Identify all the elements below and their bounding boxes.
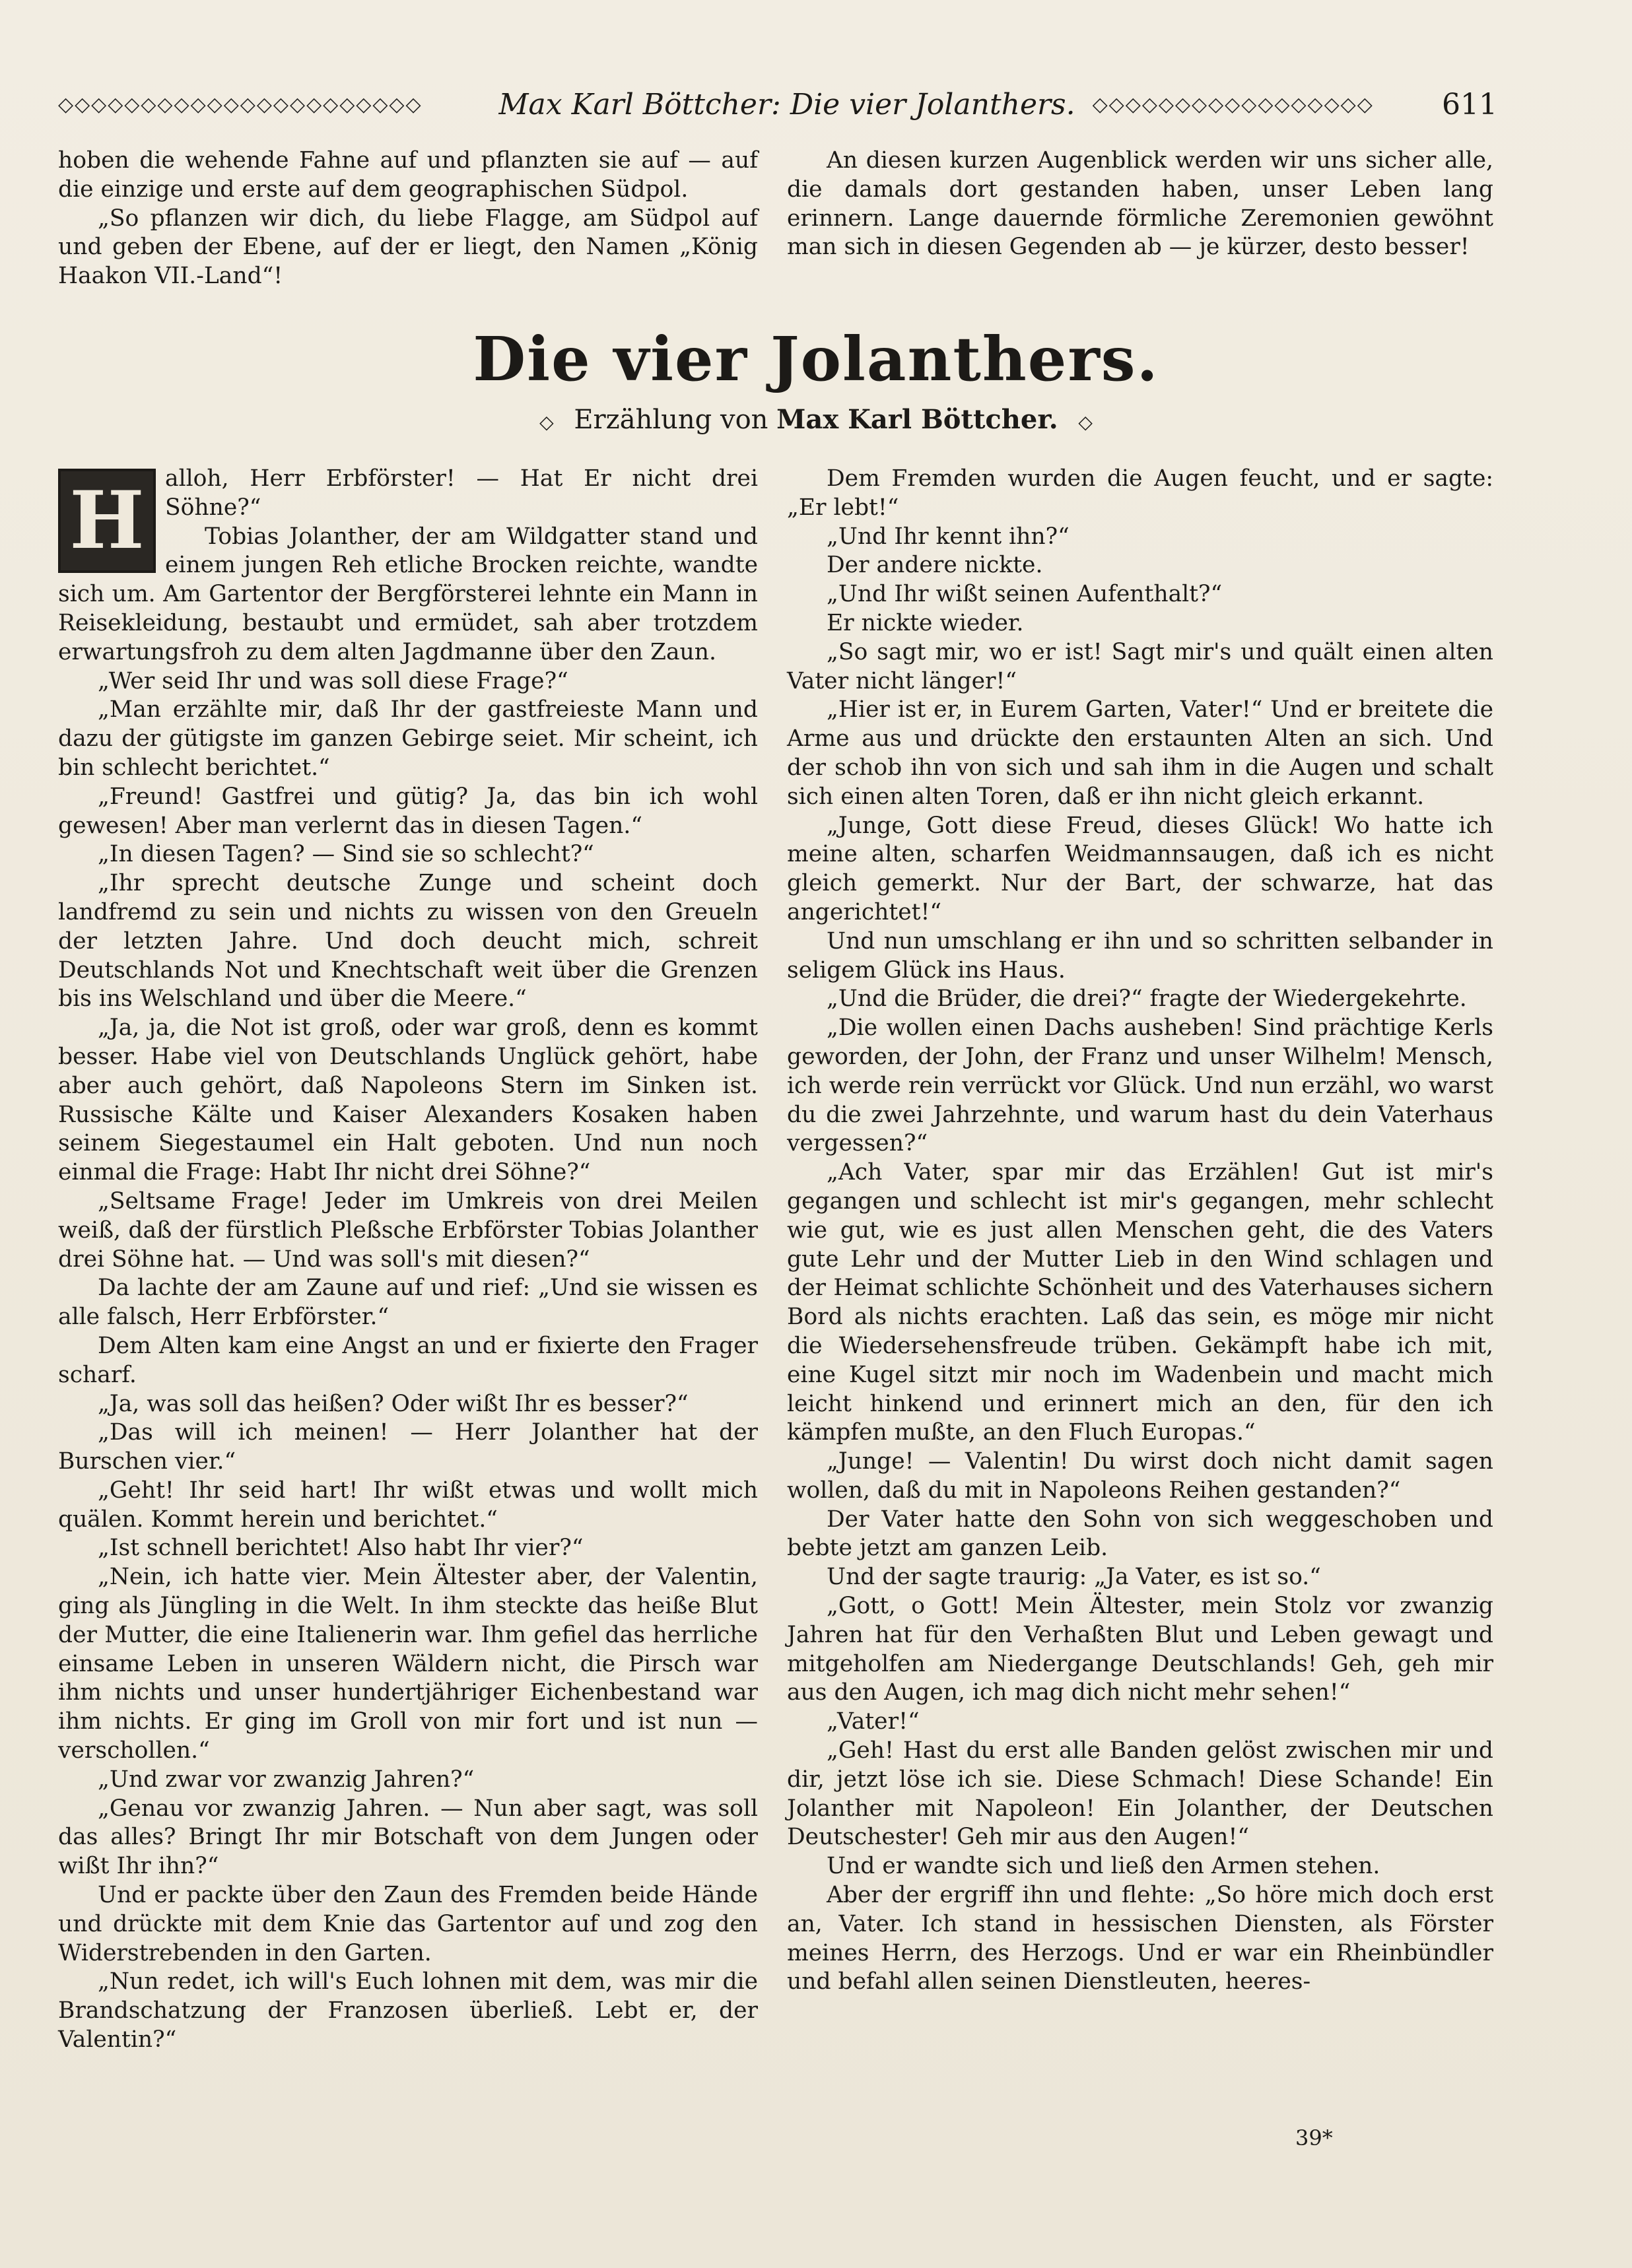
paragraph: „Nun redet, ich will's Euch lohnen mit dem, was mir die Brandschatzung der Franzosen überließ. Lebt er, der Valentin?“: [58, 1968, 758, 2053]
signature-mark: 39*: [1295, 2125, 1333, 2151]
page-number: 611: [1442, 87, 1497, 121]
paragraph: Und er packte über den Zaun des Fremden beide Hände und drückte mit dem Knie das Gartentor auf und zog den Widerstrebenden in den Garten.: [58, 1882, 758, 1966]
story-right-column: [787, 465, 1493, 1997]
paragraph: „Ihr sprecht deutsche Zunge und scheint doch landfremd zu sein und nichts zu wissen von den Greueln der letzten Jahre. Und doch deucht mich, schreit Deutschlands Not und Knechtschaft weit über die Grenzen bis ins Welschland und über die Meere.“: [58, 870, 758, 1013]
paragraph: Und der sagte traurig: „Ja Vater, es ist so.“: [827, 1564, 1321, 1591]
paragraph: „Geh! Hast du erst alle Banden gelöst zwischen mir und dir, jetzt löse ich sie. Diese Schmach! Diese Schande! Ein Jolanther mit Napoleon! Ein Jolanther, der Deutschen Deutschester! Geh mir aus den Augen!“: [787, 1737, 1493, 1851]
paragraph: Und er wandte sich und ließ den Armen stehen.: [827, 1853, 1380, 1880]
paragraph: Da lachte der am Zaune auf und rief: „Und sie wissen es alle falsch, Herr Erbförster.“: [58, 1275, 758, 1331]
paragraph: „Vater!“: [827, 1708, 920, 1735]
paragraph: „Und Ihr kennt ihn?“: [827, 523, 1070, 550]
paragraph: „Wer seid Ihr und was soll diese Frage?“: [98, 667, 568, 694]
opening-paragraph: [58, 465, 758, 567]
paragraph: „Die wollen einen Dachs ausheben! Sind prächtige Kerls geworden, der John, der Franz und unser Wilhelm! Mensch, ich werde rein verrückt vor Glück. Und nun erzähl, wo warst du die zwei Jahrzehnte, und warum hast du dein Vaterhaus vergessen?“: [787, 1015, 1493, 1157]
paragraph: Und nun umschlang er ihn und so schritten selbander in seligem Glück ins Haus.: [787, 927, 1493, 984]
subtitle-prefix: Erzählung von: [574, 405, 768, 435]
paragraph: „Junge, Gott diese Freud, dieses Glück! Wo hatte ich meine alten, scharfen Weidmannsaugen, daß ich es nicht gleich gemerkt. Nur der Bart, der schwarze, hat das angerichtet!“: [787, 812, 1493, 925]
paragraph: Tobias Jolanther, der am Wildgatter stand und einem jungen Reh etliche Brocken reichte, wandte sich um. Am Gartentor der Bergförsterei lehnte ein Mann in Reisekleidung, bestaubt und ermüdet, sah aber trotzdem erwartungsfroh zu dem alten Jagdmanne über den Zaun.: [58, 523, 758, 665]
paragraph: „Man erzählte mir, daß Ihr der gastfreieste Mann und dazu der gütigste im ganzen Gebirge seiet. Mir scheint, ich bin schlecht berichtet.“: [58, 696, 758, 781]
paragraph: „Gott, o Gott! Mein Ältester, mein Stolz vor zwanzig Jahren hat für den Verhaßten Blut und Leben gewagt und mitgeholfen am Niedergange Deutschlands! Geh, geh mir aus den Augen, ich mag dich nicht mehr sehen!“: [787, 1593, 1493, 1706]
paragraph: „Ach Vater, spar mir das Erzählen! Gut ist mir's gegangen und schlecht ist mir's gegangen, mehr schlecht wie gut, wie es just allen Menschen geht, die des Vaters gute Lehr und der Mutter Lieb in den Wind schlagen und der Heimat schlichte Schönheit und des Vaterhauses sichern Bord als nichts erachten. Laß das sein, es möge mir nicht die Wiedersehensfreude trüben. Gekämpft habe ich mit, eine Kugel sitzt mir noch im Wadenbein und macht mich leicht hinkend und erinnert mich an den, für den ich kämpfen mußte, an den Fluch Europas.“: [787, 1159, 1493, 1446]
paragraph: Aber der ergriff ihn und flehte: „So höre mich doch erst an, Vater. Ich stand in hessischen Diensten, als Förster meines Herrn, des Herzogs. Und er war ein Rheinbündler und befahl allen seinen Dienstleuten, heeres-: [787, 1882, 1493, 1995]
diamond-ornament-right: ◇: [1078, 411, 1093, 433]
story-subtitle: [0, 404, 1632, 435]
previous-article-right-column: [787, 147, 1493, 262]
paragraph: „In diesen Tagen? — Sind sie so schlecht?“: [98, 841, 594, 868]
paragraph: An diesen kurzen Augenblick werden wir uns sicher alle, die damals dort gestanden haben, unser Leben lang erinnern. Lange dauernde förmliche Zeremonien gewöhnt man sich in diesen Gegenden ab — je kürzer, desto besser!: [787, 147, 1493, 261]
opening-text: alloh, Herr Erbförster! — Hat Er nicht drei Söhne?“: [165, 465, 758, 521]
paragraph: „Und zwar vor zwanzig Jahren?“: [98, 1766, 475, 1793]
paragraph: hoben die wehende Fahne auf und pflanzten sie auf — auf die einzige und erste auf dem geographischen Südpol.: [58, 147, 758, 203]
paragraph: Dem Fremden wurden die Augen feucht, und er sagte: „Er lebt!“: [787, 465, 1493, 521]
paragraph: „Nein, ich hatte vier. Mein Ältester aber, der Valentin, ging als Jüngling in die Welt. In ihm steckte das heiße Blut der Mutter, die eine Italienerin war. Ihm gefiel das herrliche einsame Leben in unseren Wäldern nicht, die Pirsch war ihm nichts und unser hundertjähriger Eichenbestand war ihm nichts. Er ging im Groll von mir fort und ist nun — verschollen.“: [58, 1564, 758, 1764]
diamond-ornament-left: ◇: [539, 411, 554, 433]
paragraph: „Ja, ja, die Not ist groß, oder war groß, denn es kommt besser. Habe viel von Deutschlands Unglück gehört, habe aber auch gehört, daß Napoleons Stern im Sinken ist. Russische Kälte und Kaiser Alexanders Kosaken haben seinem Siegestaumel ein Halt geboten. Und nun noch einmal die Frage: Habt Ihr nicht drei Söhne?“: [58, 1015, 758, 1186]
paragraph: „Und die Brüder, die drei?“ fragte der Wiedergekehrte.: [827, 985, 1467, 1013]
paragraph: „Hier ist er, in Eurem Garten, Vater!“ Und er breitete die Arme aus und drückte den erstaunten Alten an sich. Und der schob ihn von sich und sah ihm in die Augen und schalt sich einen alten Toren, daß er ihn nicht gleich erkannt.: [787, 696, 1493, 810]
paragraph: Dem Alten kam eine Angst an und er fixierte den Frager scharf.: [58, 1332, 758, 1388]
paragraph: „Geht! Ihr seid hart! Ihr wißt etwas und wollt mich quälen. Kommt herein und berichtet.“: [58, 1477, 758, 1533]
ornament-right: ◇◇◇◇◇◇◇◇◇◇◇◇◇◇◇◇◇: [1092, 92, 1374, 116]
paragraph: „Das will ich meinen! — Herr Jolanther hat der Burschen vier.“: [58, 1419, 758, 1475]
running-head: Max Karl Böttcher: Die vier Jolanthers.: [498, 87, 1075, 121]
running-header: [58, 78, 1497, 131]
author-name: Max Karl Böttcher.: [776, 404, 1058, 435]
paragraph: „Seltsame Frage! Jeder im Umkreis von drei Meilen weiß, daß der fürstlich Pleßsche Erbförster Tobias Jolanther drei Söhne hat. — Und was soll's mit diesen?“: [58, 1187, 758, 1273]
paragraph: „Ja, was soll das heißen? Oder wißt Ihr es besser?“: [98, 1390, 689, 1417]
paragraph: „Und Ihr wißt seinen Aufenthalt?“: [827, 581, 1223, 608]
paragraph: Er nickte wieder.: [827, 609, 1024, 636]
paragraph: Der andere nickte.: [827, 552, 1043, 579]
previous-article-left-column: [58, 147, 758, 291]
decorative-initial: H: [58, 469, 156, 573]
ornament-left: ◇◇◇◇◇◇◇◇◇◇◇◇◇◇◇◇◇◇◇◇◇◇: [58, 92, 423, 116]
paragraph: „Freund! Gastfrei und gütig? Ja, das bin ich wohl gewesen! Aber man verlernt das in diesen Tagen.“: [58, 783, 758, 839]
paragraph: „So sagt mir, wo er ist! Sagt mir's und quält einen alten Vater nicht länger!“: [787, 638, 1493, 694]
paragraph: „Ist schnell berichtet! Also habt Ihr vier?“: [98, 1535, 584, 1562]
paragraph: „Genau vor zwanzig Jahren. — Nun aber sagt, was soll das alles? Bringt Ihr mir Botschaft von dem Jungen oder wißt Ihr ihn?“: [58, 1795, 758, 1880]
story-title: Die vier Jolanthers.: [473, 323, 1159, 395]
story-left-column: [58, 465, 758, 2055]
paragraph: Der Vater hatte den Sohn von sich weggeschoben und bebte jetzt am ganzen Leib.: [787, 1506, 1493, 1562]
paragraph: „So pflanzen wir dich, du liebe Flagge, am Südpol auf und geben der Ebene, auf der er liegt, den Namen „König Haakon VII.-Land“!: [58, 205, 758, 290]
paragraph: „Junge! — Valentin! Du wirst doch nicht damit sagen wollen, daß du mit in Napoleons Reihen gestanden?“: [787, 1448, 1493, 1504]
